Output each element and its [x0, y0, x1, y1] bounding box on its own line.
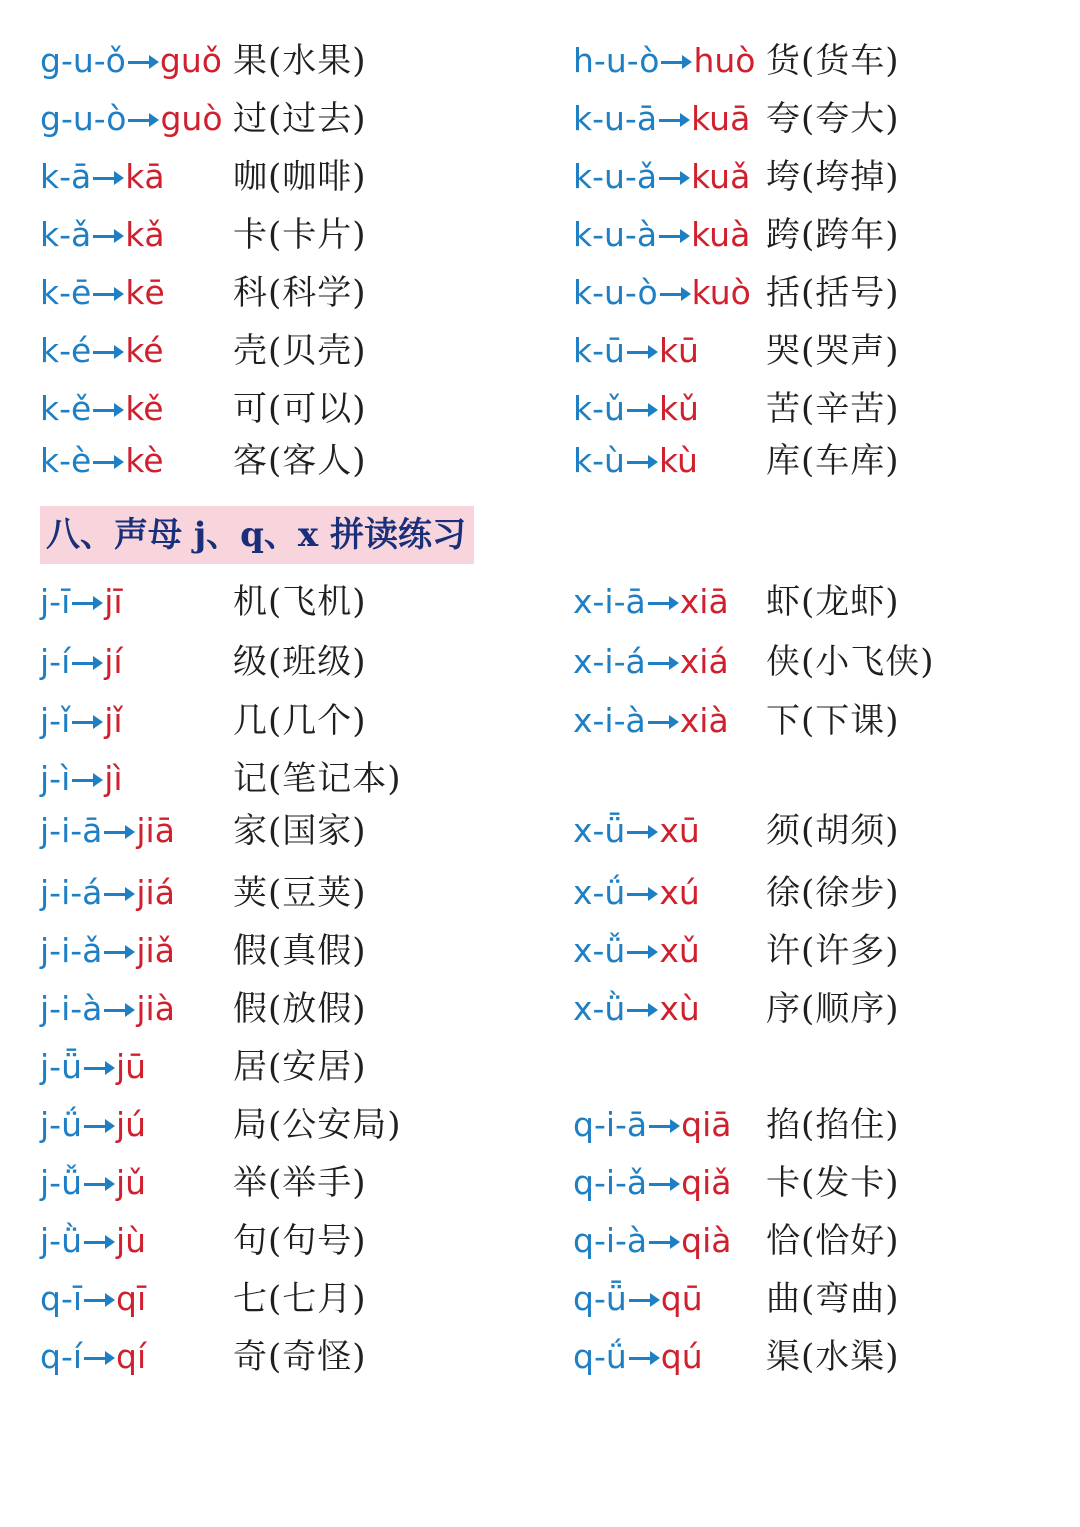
chinese-word: 货(货车) — [766, 41, 900, 81]
pinyin-spelling: x-i-à — [573, 701, 646, 740]
arrow-right-icon — [659, 36, 693, 86]
pinyin-formula — [573, 210, 750, 260]
chinese-word: 库(车库) — [766, 441, 900, 481]
chinese-word: 科(科学) — [233, 273, 367, 313]
pinyin-result: xú — [659, 873, 700, 912]
list-item — [40, 1042, 520, 1092]
list-item — [40, 984, 520, 1034]
pinyin-spelling: g-u-ò — [40, 99, 127, 138]
list-item — [573, 984, 1053, 1034]
chinese-word: 许(许多) — [766, 931, 900, 971]
pinyin-formula — [573, 926, 700, 976]
list-item — [573, 577, 1053, 627]
pinyin-spelling: k-u-à — [573, 215, 658, 254]
pinyin-result: kǔ — [658, 389, 699, 428]
list-item — [573, 36, 1053, 86]
arrow-right-icon — [102, 806, 136, 856]
pinyin-formula — [40, 436, 164, 486]
chinese-word: 荚(豆荚) — [233, 873, 367, 913]
pinyin-spelling: k-ě — [40, 389, 92, 428]
list-item — [40, 1158, 520, 1208]
chinese-word: 记(笔记本) — [233, 759, 402, 799]
arrow-right-icon — [647, 1100, 681, 1150]
chinese-word: 序(顺序) — [766, 989, 900, 1029]
pinyin-formula — [40, 210, 165, 260]
pinyin-formula — [40, 868, 175, 918]
pinyin-formula — [40, 1332, 146, 1382]
arrow-right-icon — [657, 210, 691, 260]
pinyin-formula — [40, 926, 175, 976]
pinyin-spelling: k-ā — [40, 157, 92, 196]
list-item — [40, 637, 520, 687]
pinyin-result: kuā — [691, 99, 751, 138]
list-item — [40, 868, 520, 918]
pinyin-spelling: x-ǖ — [573, 811, 626, 850]
pinyin-spelling: j-i-à — [40, 989, 103, 1028]
chinese-word: 果(水果) — [233, 41, 367, 81]
pinyin-formula — [573, 1216, 732, 1266]
chinese-word: 跨(跨年) — [766, 215, 900, 255]
pinyin-formula — [573, 326, 699, 376]
pinyin-result: kuò — [691, 273, 751, 312]
pinyin-spelling: k-é — [40, 331, 92, 370]
arrow-right-icon — [82, 1158, 116, 1208]
arrow-right-icon — [70, 754, 104, 804]
list-item — [573, 1100, 1053, 1150]
pinyin-spelling: x-ǚ — [573, 931, 626, 970]
pinyin-result: xǔ — [659, 931, 700, 970]
arrow-right-icon — [91, 436, 125, 486]
chinese-word: 客(客人) — [233, 441, 367, 481]
list-item — [573, 326, 1053, 376]
pinyin-result: jì — [104, 759, 123, 798]
chinese-word: 卡(卡片) — [233, 215, 367, 255]
arrow-right-icon — [625, 868, 659, 918]
pinyin-spelling: x-ǜ — [573, 989, 626, 1028]
arrow-right-icon — [82, 1216, 116, 1266]
arrow-right-icon — [625, 326, 659, 376]
list-item — [573, 268, 1053, 318]
pinyin-spelling: j-ǖ — [40, 1047, 82, 1086]
chinese-word: 咖(咖啡) — [233, 157, 367, 197]
list-item — [40, 926, 520, 976]
chinese-word: 恰(恰好) — [766, 1221, 900, 1261]
pinyin-formula — [40, 1100, 146, 1150]
chinese-word: 侠(小飞侠) — [766, 642, 935, 682]
arrow-right-icon — [102, 926, 136, 976]
pinyin-spelling: x-i-á — [573, 642, 646, 681]
pinyin-formula — [40, 268, 165, 318]
pinyin-spelling: j-ǘ — [40, 1105, 82, 1144]
chinese-word: 徐(徐步) — [766, 873, 900, 913]
arrow-right-icon — [657, 152, 691, 202]
list-item — [40, 268, 520, 318]
list-item — [573, 637, 1053, 687]
pinyin-result: xū — [659, 811, 700, 850]
pinyin-result: jiá — [136, 873, 175, 912]
pinyin-result: kè — [125, 441, 164, 480]
arrow-right-icon — [70, 696, 104, 746]
pinyin-result: qú — [660, 1337, 703, 1376]
pinyin-spelling: q-i-ǎ — [573, 1163, 648, 1202]
chinese-word: 奇(奇怪) — [233, 1337, 367, 1377]
arrow-right-icon — [91, 268, 125, 318]
pinyin-result: jǐ — [104, 701, 123, 740]
list-item — [40, 1100, 520, 1150]
list-item — [40, 696, 520, 746]
pinyin-formula — [573, 436, 698, 486]
arrow-right-icon — [102, 984, 136, 1034]
chinese-word: 夸(夸大) — [766, 99, 900, 139]
pinyin-result: qiǎ — [681, 1163, 732, 1202]
arrow-right-icon — [646, 637, 680, 687]
arrow-right-icon — [91, 326, 125, 376]
chinese-word: 过(过去) — [233, 99, 367, 139]
pinyin-result: kū — [658, 331, 699, 370]
chinese-word: 曲(弯曲) — [766, 1279, 900, 1319]
pinyin-result: qī — [116, 1279, 147, 1318]
pinyin-spelling: k-ǎ — [40, 215, 92, 254]
pinyin-formula — [573, 868, 700, 918]
list-item — [40, 94, 520, 144]
list-item — [573, 1158, 1053, 1208]
pinyin-result: xià — [679, 701, 729, 740]
pinyin-result: kuǎ — [691, 157, 751, 196]
chinese-word: 可(可以) — [233, 389, 367, 429]
pinyin-result: xiā — [679, 582, 729, 621]
arrow-right-icon — [646, 696, 680, 746]
pinyin-spelling: h-u-ò — [573, 41, 660, 80]
chinese-word: 几(几个) — [233, 701, 367, 741]
chinese-word: 下(下课) — [766, 701, 900, 741]
arrow-right-icon — [82, 1042, 116, 1092]
list-item — [573, 1332, 1053, 1382]
pinyin-result: kǎ — [125, 215, 165, 254]
pinyin-result: qiā — [681, 1105, 732, 1144]
chinese-word: 掐(掐住) — [766, 1105, 900, 1145]
pinyin-result: kě — [125, 389, 164, 428]
chinese-word: 七(七月) — [233, 1279, 367, 1319]
pinyin-result: kē — [125, 273, 165, 312]
pinyin-formula — [40, 696, 123, 746]
pinyin-result: huò — [693, 41, 756, 80]
pinyin-formula — [573, 1332, 703, 1382]
section-title: 八、声母 j、q、x 拼读练习 — [40, 506, 474, 564]
pinyin-spelling: k-u-ǎ — [573, 157, 658, 196]
pinyin-formula — [40, 1216, 146, 1266]
pinyin-result: qí — [116, 1337, 147, 1376]
pinyin-spelling: j-ǐ — [40, 701, 71, 740]
chinese-word: 局(公安局) — [233, 1105, 402, 1145]
pinyin-spelling: k-ù — [573, 441, 625, 480]
chinese-word: 渠(水渠) — [766, 1337, 900, 1377]
pinyin-spelling: j-i-á — [40, 873, 103, 912]
pinyin-result: jià — [136, 989, 175, 1028]
list-item — [40, 754, 520, 804]
pinyin-formula — [40, 1042, 146, 1092]
arrow-right-icon — [91, 210, 125, 260]
pinyin-spelling: q-ī — [40, 1279, 83, 1318]
pinyin-spelling: k-ǔ — [573, 389, 625, 428]
pinyin-spelling: j-i-ā — [40, 811, 103, 850]
chinese-word: 假(真假) — [233, 931, 367, 971]
pinyin-spelling: q-i-à — [573, 1221, 648, 1260]
pinyin-formula — [573, 152, 750, 202]
pinyin-result: jiǎ — [136, 931, 175, 970]
pinyin-result: qià — [681, 1221, 732, 1260]
pinyin-formula — [40, 152, 165, 202]
pinyin-result: jǔ — [116, 1163, 147, 1202]
pinyin-result: jī — [104, 582, 123, 621]
pinyin-spelling: j-ǜ — [40, 1221, 82, 1260]
list-item — [40, 577, 520, 627]
arrow-right-icon — [625, 926, 659, 976]
list-item — [573, 436, 1053, 486]
arrow-right-icon — [625, 984, 659, 1034]
arrow-right-icon — [627, 1332, 661, 1382]
arrow-right-icon — [646, 577, 680, 627]
pinyin-spelling: k-ē — [40, 273, 92, 312]
pinyin-spelling: k-ū — [573, 331, 625, 370]
arrow-right-icon — [625, 806, 659, 856]
chinese-word: 卡(发卡) — [766, 1163, 900, 1203]
chinese-word: 家(国家) — [233, 811, 367, 851]
pinyin-result: jiā — [136, 811, 175, 850]
chinese-word: 机(飞机) — [233, 582, 367, 622]
pinyin-formula — [40, 577, 123, 627]
arrow-right-icon — [70, 577, 104, 627]
chinese-word: 假(放假) — [233, 989, 367, 1029]
list-item — [40, 210, 520, 260]
pinyin-result: kuà — [691, 215, 751, 254]
chinese-word: 举(举手) — [233, 1163, 367, 1203]
chinese-word: 括(括号) — [766, 273, 900, 313]
list-item — [573, 1216, 1053, 1266]
pinyin-spelling: x-ǘ — [573, 873, 626, 912]
pinyin-formula — [573, 1158, 732, 1208]
pinyin-spelling: k-u-ò — [573, 273, 658, 312]
pinyin-formula — [573, 384, 699, 434]
list-item — [573, 806, 1053, 856]
pinyin-formula — [573, 94, 750, 144]
chinese-word: 居(安居) — [233, 1047, 367, 1087]
pinyin-result: xù — [659, 989, 700, 1028]
arrow-right-icon — [126, 36, 160, 86]
list-item — [40, 326, 520, 376]
pinyin-formula — [40, 326, 164, 376]
chinese-word: 哭(哭声) — [766, 331, 900, 371]
arrow-right-icon — [91, 152, 125, 202]
pinyin-spelling: k-è — [40, 441, 92, 480]
pinyin-spelling: k-u-ā — [573, 99, 658, 138]
pinyin-formula — [40, 384, 164, 434]
list-item — [573, 384, 1053, 434]
pinyin-spelling: q-ǘ — [573, 1337, 627, 1376]
pinyin-formula — [40, 94, 223, 144]
arrow-right-icon — [625, 436, 659, 486]
pinyin-spelling: j-ǚ — [40, 1163, 82, 1202]
chinese-word: 级(班级) — [233, 642, 367, 682]
chinese-word: 壳(贝壳) — [233, 331, 367, 371]
pinyin-result: kā — [125, 157, 165, 196]
pinyin-spelling: j-ì — [40, 759, 71, 798]
list-item — [40, 384, 520, 434]
pinyin-formula — [40, 1274, 146, 1324]
pinyin-result: ké — [125, 331, 164, 370]
list-item — [40, 436, 520, 486]
pinyin-formula — [573, 637, 729, 687]
arrow-right-icon — [102, 868, 136, 918]
pinyin-formula — [573, 806, 700, 856]
list-item — [573, 868, 1053, 918]
pinyin-result: xiá — [679, 642, 729, 681]
pinyin-result: jū — [116, 1047, 147, 1086]
arrow-right-icon — [658, 268, 692, 318]
arrow-right-icon — [647, 1158, 681, 1208]
pinyin-formula — [40, 984, 175, 1034]
list-item — [573, 152, 1053, 202]
chinese-word: 苦(辛苦) — [766, 389, 900, 429]
pinyin-result: jù — [116, 1221, 147, 1260]
pinyin-formula — [573, 1100, 732, 1150]
pinyin-formula — [40, 36, 222, 86]
pinyin-formula — [40, 806, 175, 856]
arrow-right-icon — [627, 1274, 661, 1324]
pinyin-spelling: j-ī — [40, 582, 71, 621]
pinyin-spelling: x-i-ā — [573, 582, 646, 621]
arrow-right-icon — [647, 1216, 681, 1266]
pinyin-result: jú — [116, 1105, 147, 1144]
pinyin-formula — [40, 1158, 146, 1208]
list-item — [40, 36, 520, 86]
arrow-right-icon — [126, 94, 160, 144]
arrow-right-icon — [82, 1274, 116, 1324]
pinyin-formula — [573, 1274, 703, 1324]
pinyin-spelling: j-i-ǎ — [40, 931, 103, 970]
chinese-word: 垮(垮掉) — [766, 157, 900, 197]
list-item — [40, 152, 520, 202]
chinese-word: 须(胡须) — [766, 811, 900, 851]
arrow-right-icon — [82, 1100, 116, 1150]
list-item — [573, 210, 1053, 260]
pinyin-formula — [573, 268, 751, 318]
pinyin-formula — [573, 984, 700, 1034]
pinyin-formula — [573, 696, 729, 746]
pinyin-result: guǒ — [159, 41, 222, 80]
chinese-word: 虾(龙虾) — [766, 582, 900, 622]
pinyin-spelling: g-u-ǒ — [40, 41, 126, 80]
list-item — [573, 1274, 1053, 1324]
pinyin-result: qū — [660, 1279, 703, 1318]
arrow-right-icon — [70, 637, 104, 687]
pinyin-result: kù — [658, 441, 698, 480]
pinyin-spelling: q-í — [40, 1337, 83, 1376]
list-item — [40, 1274, 520, 1324]
arrow-right-icon — [82, 1332, 116, 1382]
pinyin-formula — [40, 754, 123, 804]
pinyin-spelling: j-í — [40, 642, 71, 681]
list-item — [573, 94, 1053, 144]
arrow-right-icon — [91, 384, 125, 434]
list-item — [40, 1216, 520, 1266]
list-item — [40, 1332, 520, 1382]
arrow-right-icon — [657, 94, 691, 144]
pinyin-spelling: q-i-ā — [573, 1105, 648, 1144]
pinyin-formula — [40, 637, 123, 687]
list-item — [573, 696, 1053, 746]
pinyin-result: jí — [104, 642, 123, 681]
chinese-word: 句(句号) — [233, 1221, 367, 1261]
list-item — [40, 806, 520, 856]
pinyin-spelling: q-ǖ — [573, 1279, 627, 1318]
list-item — [573, 926, 1053, 976]
arrow-right-icon — [625, 384, 659, 434]
pinyin-formula — [573, 36, 755, 86]
pinyin-formula — [573, 577, 729, 627]
pinyin-result: guò — [160, 99, 223, 138]
